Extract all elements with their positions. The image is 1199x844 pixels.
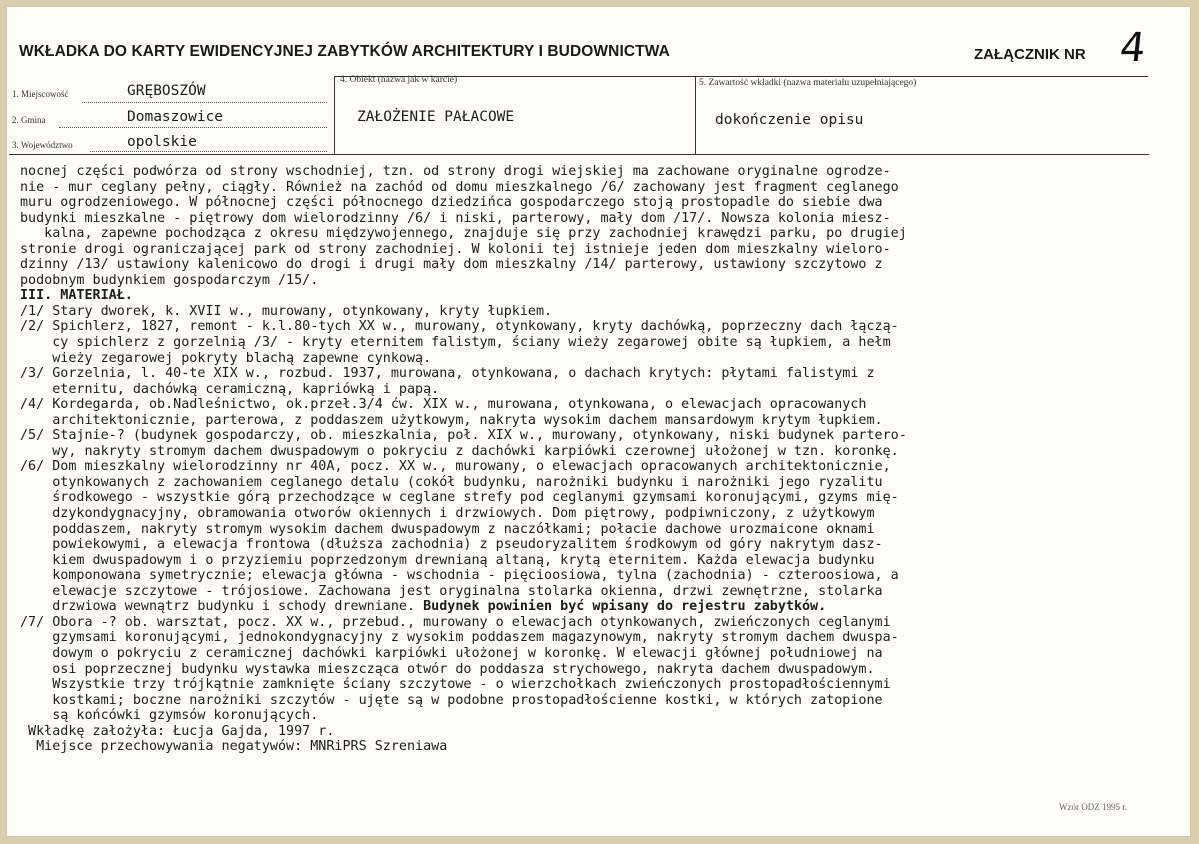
text-line-content: III. MATERIAŁ.: [20, 288, 133, 304]
locality-dots: [82, 102, 327, 103]
text-line: [20, 677, 1160, 693]
locality-value: GRĘBOSZÓW: [127, 83, 206, 99]
text-line-content: Miejsce przechowywania negatywów: MNRiPRS Szreniawa: [20, 739, 448, 755]
text-line: [20, 444, 1160, 460]
text-line: [20, 382, 1160, 398]
text-line-content: /5/ Stajnie-? (budynek gospodarczy, ob. mieszkalnia, poł. XIX w., murowany, otynkowany, niski budynek partero-: [20, 428, 907, 444]
text-line: [20, 459, 1160, 475]
text-line: [20, 226, 1160, 242]
text-line: [20, 708, 1160, 724]
text-line-content: są końcówki gzymsów koronujących.: [20, 708, 319, 724]
text-line: [20, 599, 1160, 615]
content-value: dokończenie opisu: [715, 112, 864, 128]
commune-value: Domaszowice: [127, 109, 224, 125]
text-line-content: Wszystkie trzy trójkątnie zamknięte ściany szczytowe - o wierzchołkach zwieńczonych prostopadłościennymi: [20, 677, 891, 693]
text-line: [20, 537, 1160, 553]
text-line: [20, 335, 1160, 351]
form-code: Wzór ODZ 1995 r.: [1059, 802, 1127, 812]
text-line: [20, 366, 1160, 382]
commune-label: 2. Gmina: [12, 115, 46, 125]
object-label: 4. Obiekt (nazwa jak w karcie): [340, 75, 458, 85]
text-line-content: nocnej części podwórza od strony wschodniej, tzn. od strony drogi wiejskiej ma zachowane oryginalne ogrodze-: [20, 164, 891, 179]
text-line: [20, 662, 1160, 678]
record-card: [7, 7, 1190, 836]
voivodeship-dots: [90, 151, 327, 152]
text-line-content: drzwiowa wewnątrz budynku i schody drewniane.: [20, 599, 424, 615]
annex-label: ZAŁĄCZNIK NR: [974, 46, 1086, 63]
form-title: WKŁADKA DO KARTY EWIDENCYJNEJ ZABYTKÓW ARCHITEKTURY I BUDOWNICTWA: [19, 43, 670, 60]
text-line: [20, 693, 1160, 709]
text-line-content: wy, nakryty stromym dachem dwuspadowym o pokryciu z dachówki karpiówki czerownej ułożonej w tzn. koronkę.: [20, 443, 899, 459]
annex-number: 4: [1117, 25, 1148, 71]
text-line: [20, 646, 1160, 662]
object-box-divider: [334, 76, 335, 155]
register-recommendation: Budynek powinien być wpisany do rejestru zabytków.: [423, 599, 827, 615]
text-line: [20, 304, 1160, 320]
text-line-content: dzykondygnacyjny, obramowania otworów okiennych i drzwiowych. Dom piętrowy, podpiwniczony, z użytkowym: [20, 506, 875, 522]
text-line: [20, 257, 1160, 273]
text-line-content: powiekowymi, a elewacja frontowa (dłuższa zachodnia) z pseudoryzalitem środkowym od góry nakrytym dasz-: [20, 537, 883, 553]
text-line-content: /1/ Stary dworek, k. XVII w., murowany, otynkowany, kryty łupkiem.: [20, 303, 553, 319]
text-line: [20, 288, 1160, 304]
text-line-content: osi poprzecznej budynku wystawka mieszcząca otwór do poddasza strychowego, nakryta dachem dwuspadowym.: [20, 661, 875, 677]
text-line-content: otynkowanych z zachowaniem ceglanego detalu (cokół budynku, narożniki budynku i narożniki jego ryzalitu: [20, 474, 883, 490]
text-line-content: dowym o pokryciu z ceramicznej dachówki karpiówki ułożonej w koronkę. W elewacji głównej południowej na: [20, 645, 883, 661]
text-line: [20, 164, 1160, 180]
text-line: [20, 195, 1160, 211]
text-line-content: /7/ Obora -? ob. warsztat, pocz. XX w., przebud., murowany o elewacjach otynkowanych, zwieńczonych ceglanymi: [20, 614, 891, 630]
text-line: [20, 490, 1160, 506]
text-line-content: /3/ Gorzelnia, l. 40-te XIX w., rozbud. 1937, murowana, otynkowana, o dachach krytych: płytami falistymi z: [20, 366, 875, 382]
text-line: [20, 615, 1160, 631]
text-line: [20, 584, 1160, 600]
text-line: [20, 242, 1160, 258]
text-line: [20, 180, 1160, 196]
text-line: [20, 413, 1160, 429]
text-line-content: eternitu, dachówką ceramiczną, kapriówką i papą.: [20, 381, 440, 397]
voivodeship-label: 3. Województwo: [12, 140, 73, 150]
text-line-content: nie - mur ceglany pełny, ciągły. Również na zachód od domu mieszkalnego /6/ zachowany jest fragment ceglanego: [20, 179, 899, 195]
locality-label: 1. Miejscowość: [12, 89, 69, 99]
text-line: [20, 506, 1160, 522]
text-line-content: komponowana symetrycznie; elewacja główna - wschodnia - pięcioosiowa, tylna (zachodnia) - czteroosiowa, a: [20, 568, 899, 584]
text-line: [20, 630, 1160, 646]
text-line-content: gzymsami koronującymi, jednokondygnacyjny z wysokim poddaszem magazynowym, nakryty stromym dachem dwuspa-: [20, 630, 899, 646]
description-text: [20, 164, 1160, 755]
voivodeship-value: opolskie: [127, 134, 197, 150]
text-line-content: /4/ Kordegarda, ob.Nadleśnictwo, ok.przeł.3/4 ćw. XIX w., murowana, otynkowana, o elewacjach opracowanych: [20, 397, 867, 413]
text-line-content: /6/ Dom mieszkalny wielorodzinny nr 40A, pocz. XX w., murowany, o elewacjach opracowanych architektonicznie,: [20, 459, 891, 475]
text-line: [20, 568, 1160, 584]
text-line: [20, 319, 1160, 335]
text-line: [20, 351, 1160, 367]
commune-dots: [59, 127, 327, 128]
text-line-content: elewacje szczytowe - trójosiowe. Zachowana jest oryginalna stolarka okienna, drzwi zewnętrzne, stolarka: [20, 583, 883, 599]
text-line: [20, 211, 1160, 227]
text-line: [20, 724, 1160, 740]
text-line: [20, 428, 1160, 444]
text-line-content: stronie drogi ograniczającej park od strony zachodniej. W kolonii tej istnieje jeden dom mieszkalny wieloro-: [20, 241, 891, 257]
fields-bottom-rule: [9, 154, 1149, 155]
content-box-divider: [695, 76, 696, 155]
text-line-content: kostkami; boczne narożniki szczytów - ujęte są w podobne prostopadłościenne kostki, w których zatopione: [20, 692, 883, 708]
text-line-content: /2/ Spichlerz, 1827, remont - k.l.80-tych XX w., murowany, otynkowany, kryty dachówką, poprzeczny dach łączą-: [20, 319, 899, 335]
text-line-content: wieży zegarowej pokryty blachą zapewne cynkową.: [20, 350, 432, 366]
object-value: ZAŁOŻENIE PAŁACOWE: [357, 109, 515, 125]
text-line: [20, 475, 1160, 491]
text-line: [20, 739, 1160, 755]
text-line: [20, 397, 1160, 413]
text-line: [20, 273, 1160, 289]
text-line-content: muru ogrodzeniowego. W północnej części północnego dziedzińca gospodarczego stoją prostopadle do siebie dwa: [20, 195, 883, 211]
text-line-content: podobnym budynkiem gospodarczym /15/.: [20, 272, 319, 288]
text-line-content: dzinny /13/ ustawiony kalenicowo do drogi i drugi mały dom mieszkalny /14/ parterowy, ustawiony szczytowo z: [20, 257, 883, 273]
text-line-content: Wkładkę założyła: Łucja Gajda, 1997 r.: [20, 723, 335, 739]
text-line-content: poddaszem, nakryty stromym wysokim dachem dwuspadowym z naczółkami; połacie dachowe urozmaicone oknami: [20, 521, 875, 537]
text-line-content: kalna, zapewne pochodząca z okresu międzywojennego, znajduje się przy zachodniej krawędzi parku, po drugiej: [20, 226, 907, 242]
content-label: 5. Zawartość wkładki (nazwa materiału uzupełniającego): [699, 78, 917, 88]
text-line-content: budynki mieszkalne - piętrowy dom wielorodzinny /6/ i niski, parterowy, mały dom /17/. Nowsza kolonia miesz-: [20, 210, 891, 226]
text-line-content: cy spichlerz z gorzelnią /3/ - kryty eternitem falistym, ściany wieży zegarowej obite są łupkiem, a hełm: [20, 335, 891, 351]
text-line-content: kiem dwuspadowym i o przyziemiu poprzedzonym drewnianą altaną, krytą eternitem. Każda elewacja budynku: [20, 552, 875, 568]
text-line: [20, 553, 1160, 569]
text-line-content: środkowego - wszystkie górą przechodzące w ceglane strefy pod ceglanymi gzymsami koronującymi, gzyms mię-: [20, 490, 899, 506]
text-line: [20, 522, 1160, 538]
text-line-content: architektonicznie, parterowa, z poddaszem użytkowym, nakryta wysokim dachem mansardowym krytym łupkiem.: [20, 412, 883, 428]
